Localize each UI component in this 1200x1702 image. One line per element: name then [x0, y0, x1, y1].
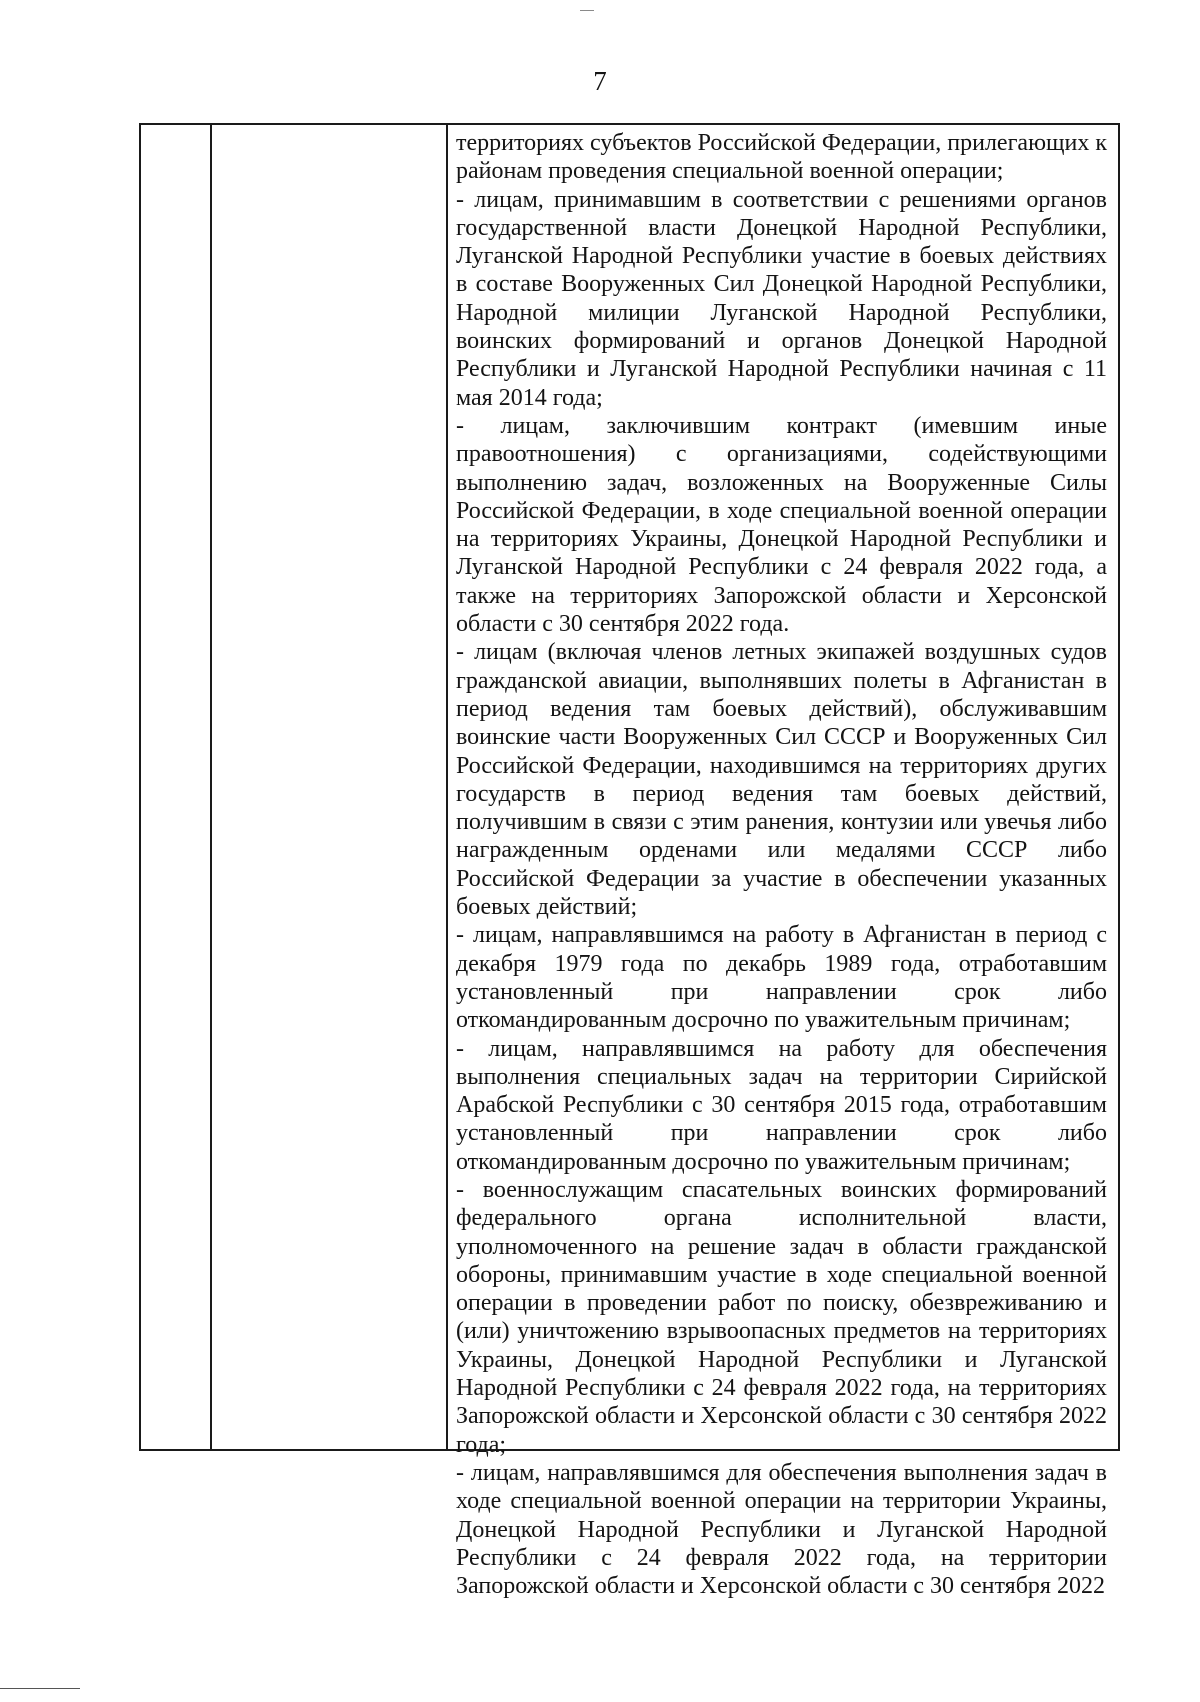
paragraph: территориях субъектов Российской Федерации, прилегающих к районам проведения специальной военной операции;: [456, 130, 1107, 185]
table-column-divider-1: [210, 125, 212, 1449]
paragraph: - лицам (включая членов летных экипажей воздушных судов гражданской авиации, выполнявших полеты в Афганистан в период ведения там боевых действий), обслуживавшим воинские части Вооруженных Сил СССР и Вооруженных Сил Российской Федерации, находившимся на территориях других государств в период ведения там боевых действий, получившим в связи с этим ранения, контузии или увечья либо награжденным орденами или медалями СССР либо Российской Федерации за участие в обеспечении указанных боевых действий;: [456, 639, 1107, 921]
paragraph: - лицам, направлявшимся для обеспечения выполнения задач в ходе специальной военной операции на территории Украины, Донецкой Народной Республики и Луганской Народной Республики с 24 февраля 2022 года, на территории Запорожской области и Херсонской области с 30 сентября 2022: [456, 1459, 1107, 1600]
document-table: [139, 123, 1120, 1600]
paragraph: - лицам, направлявшимся на работу в Афганистан в период с декабря 1979 года по декабрь 1989 года, отработавшим установленный при направлении срок либо откомандированным досрочно по уважительным причинам;: [456, 922, 1107, 1034]
paragraph: - лицам, заключившим контракт (имевшим иные правоотношения) с организациями, содействующими выполнению задач, возложенных на Вооруженные Силы Российской Федерации, в ходе специальной военной операции на территориях Украины, Донецкой Народной Республики и Луганской Народной Республики с 24 февраля 2022 года, а также на территориях Запорожской области и Херсонской области с 30 сентября 2022 года.: [456, 412, 1107, 638]
page-number: 7: [593, 66, 607, 96]
table-column-divider-2: [446, 125, 448, 1449]
paragraph: - лицам, направлявшимся на работу для обеспечения выполнения специальных задач на территории Сирийской Арабской Республики с 30 сентября 2015 года, отработавшим установленный при направлении срок либо откомандированным досрочно по уважительным причинам;: [456, 1035, 1107, 1175]
scan-artifact-bottom: [0, 1688, 80, 1689]
table-cell-text: [456, 129, 1107, 1600]
paragraph: - военнослужащим спасательных воинских формирований федерального органа исполнительной власти, уполномоченного на решение задач в области гражданской обороны, принимавшим участие в ходе специальной военной операции в проведении работ по поиску, обезвреживанию и (или) уничтожению взрывоопасных предметов на территориях Украины, Донецкой Народной Республики и Луганской Народной Республики с 24 февраля 2022 года, на территориях Запорожской области и Херсонской области с 30 сентября 2022 года;: [456, 1176, 1107, 1458]
paragraph: - лицам, принимавшим в соответствии с решениями органов государственной власти Донецкой Народной Республики, Луганской Народной Республики участие в боевых действиях в составе Вооруженных Сил Донецкой Народной Республики, Народной милиции Луганской Народной Республики, воинских формирований и органов Донецкой Народной Республики и Луганской Народной Республики начиная с 11 мая 2014 года;: [456, 186, 1107, 411]
scan-artifact-top: [580, 10, 594, 11]
